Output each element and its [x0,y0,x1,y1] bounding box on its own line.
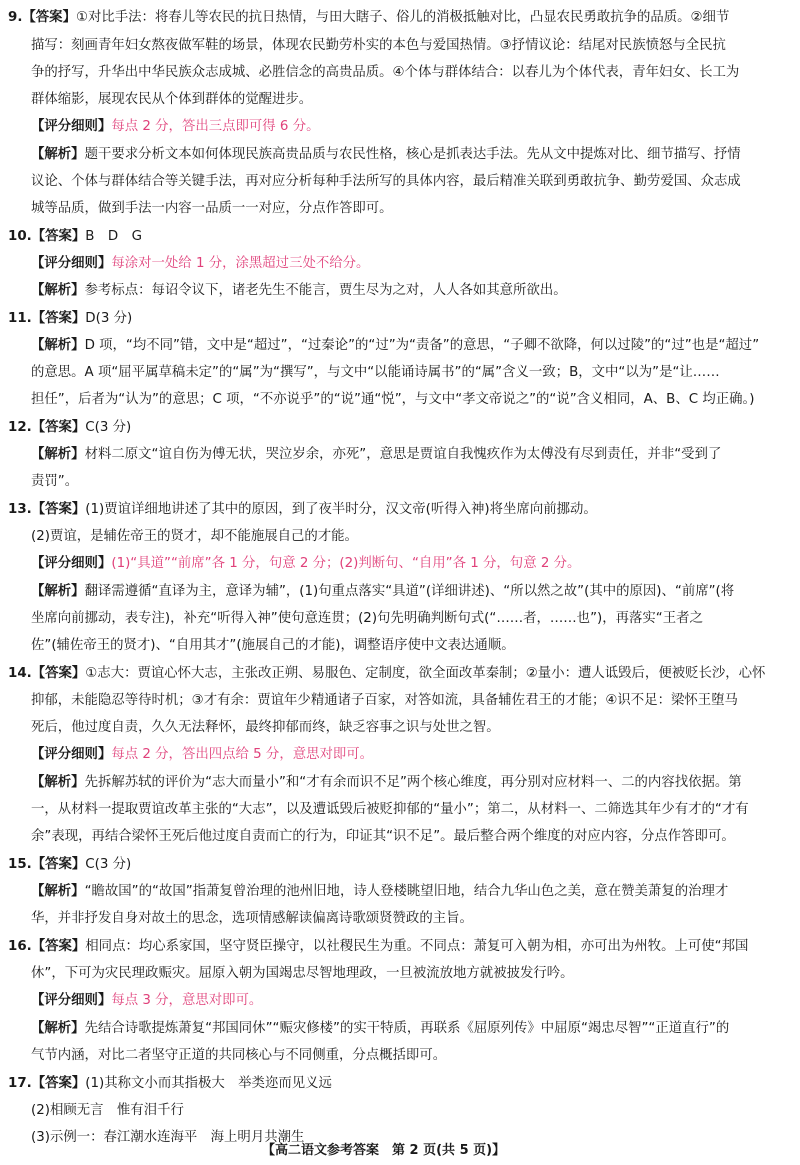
line-text: 议论、个体与群体结合等关键手法，再对应分析每种手法所写的具体内容，最后精准关联到勇敢抗争、勤劳爱国、众志成 [31,174,741,189]
text-line [31,281,567,301]
text-line [8,309,132,329]
line-text: 争的抒写，升华出中华民族众志成城、必胜信念的高贵品质。④个体与群体结合：以春儿为个体代表，青年妇女、长工为 [31,65,740,80]
text-line [31,445,721,465]
question-number: 12. [8,420,32,435]
line-text: 参考标点：每诏令议下，诸老先生不能言，贾生尽为之对，人人各如其意所欲出。 [84,283,567,298]
section-label: 【解析】 [31,584,85,599]
line-text: 先拆解苏轼的评价为“志大而量小”和“才有余而识不足”两个核心维度，再分别对应材料一、二的内容找依据。第 [84,775,742,790]
line-text: 气节内涵，对比二者坚守正道的共同核心与不同侧重，分点概括即可。 [31,1048,447,1063]
page-footer: 【高二语文参考答案 第 2 页(共 5 页)】 [262,1143,506,1158]
section-label: 【解析】 [31,338,85,353]
text-line [31,36,726,56]
section-label: 【答案】 [31,857,86,872]
question-number: 9. [8,10,23,25]
question-number: 17. [8,1076,32,1091]
text-line [31,773,742,793]
line-text: 担任”，后者为“认为”的意思；C 项，“不亦说乎”的“说”通“悦”，与文中“孝文帝说之”的“说”含义相同，A、B、C 均正确。) [31,392,755,407]
text-line [31,117,320,137]
question-number: 14. [8,666,32,681]
line-text: 先结合诗歌提炼萧复“邦国同休”“赈灾修楼”的实干特质，再联系《屈原列传》中屈原“竭忠尽智”“正道直行”的 [84,1021,730,1036]
line-text: (2)贾谊，是辅佐帝王的贤才，却不能施展自己的才能。 [31,529,358,544]
text-line [8,855,131,875]
line-text: 死后，他过度自责，久久无法释怀，最终抑郁而终，缺乏容事之识与处世之智。 [31,720,500,735]
line-text: D 项，“均不同”错，文中是“超过”，“过秦论”的“过”为“责备”的意思，“子卿不欲降，何以过陵”的“过”也是“超过” [84,338,760,353]
text-line [31,691,738,711]
section-label: 【解析】 [31,447,85,462]
line-text: ①志大：贾谊心怀大志，主张改正朔、易服色、定制度，欲全面改革秦制；②量小：遭人诋毁后，便被贬长沙，心怀 [85,666,766,681]
text-line [8,1074,332,1094]
section-label: 【答案】 [22,10,76,25]
text-line [8,664,765,684]
section-label: 【解析】 [31,147,85,162]
text-line [8,500,597,520]
question-number: 13. [8,502,32,517]
scoring-note: 每点 3 分，意思对即可。 [111,993,263,1008]
line-text: (1)其称文小而其指极大 举类迩而见义远 [85,1076,332,1091]
line-text: 群体缩影，展现农民从个体到群体的觉醒进步。 [31,92,313,107]
section-label: 【答案】 [31,229,86,244]
text-line [31,636,515,656]
section-label: 【评分细则】 [31,556,112,571]
text-line [8,8,729,28]
section-label: 【答案】 [31,666,86,681]
text-line [31,527,358,547]
text-line [31,882,728,902]
section-label: 【答案】 [31,420,86,435]
line-text: 材料二原文“谊自伤为傅无状，哭泣岁余，亦死”，意思是贾谊自我愧疚作为太傅没有尽到责任，并非“受到了 [84,447,722,462]
text-line [31,1019,729,1039]
section-label: 【答案】 [31,1076,86,1091]
text-line [8,937,748,957]
line-text: B D G [85,229,142,244]
text-line [31,390,754,410]
line-text: D(3 分) [85,311,133,326]
line-text: 余”表现，再结合梁怀王死后他过度自责而亡的行为，印证其“识不足”。最后整合两个维度的对应内容，分点作答即可。 [31,829,735,844]
line-text: 的意思。A 项“屈平属草稿未定”的“属”为“撰写”，与文中“以能诵诗属书”的“属”含义一致；B，文中“以为”是“让…… [31,365,720,380]
text-line [31,363,720,383]
question-number: 11. [8,311,32,326]
text-line [31,1101,184,1121]
line-text: 华，并非抒发自身对故土的思念，选项情感解读偏离诗歌颂贤赞政的主旨。 [31,911,473,926]
line-text: 相同点：均心系家国，坚守贤臣操守，以社稷民生为重。不同点：萧复可入朝为相，亦可出为州牧。上可使“邦国 [85,939,749,954]
question-number: 16. [8,939,32,954]
text-line [31,909,473,929]
line-text: ①对比手法：将春儿等农民的抗日热情，与田大瞎子、俗儿的消极抵触对比，凸显农民勇敢抗争的品质。②细节 [75,10,730,25]
section-label: 【解析】 [31,775,85,790]
line-text: 佐”(辅佐帝王的贤才)、“自用其才”(施展自己的才能)，调整语序使中文表达通顺。 [31,638,515,653]
line-text: 翻译需遵循“直译为主，意译为辅”，(1)句重点落实“具道”(详细讲述)、“所以然之故”(其中的原因)、“前席”(将 [84,584,735,599]
scoring-note: 每点 2 分，答出三点即可得 6 分。 [111,119,320,134]
line-text: 抑郁，未能隐忍等待时机；③才有余：贾谊年少精通诸子百家，对答如流，具备辅佐君王的才能；④识不足：梁怀王堕马 [31,693,738,708]
line-text: 坐席向前挪动，表专注)，补充“听得入神”使句意连贯；(2)句先明确判断句式(“……者，……也”)，再落实“王者之 [31,611,703,626]
text-line [8,418,131,438]
scoring-note: (1)“具道”“前席”各 1 分，句意 2 分；(2)判断句、“自用”各 1 分，句意 2 分。 [111,556,581,571]
scoring-note: 每点 2 分，答出四点给 5 分，意思对即可。 [111,747,374,762]
section-label: 【评分细则】 [31,119,112,134]
line-text: “瞻故国”的“故国”指萧复曾治理的池州旧地，诗人登楼眺望旧地，结合九华山色之美，意在赞美萧复的治理才 [84,884,729,899]
text-line [31,90,312,110]
text-line [31,800,749,820]
line-text: C(3 分) [85,420,132,435]
text-line [31,145,741,165]
section-label: 【评分细则】 [31,256,112,271]
question-number: 15. [8,857,32,872]
text-line [31,582,734,602]
line-text: 一，从材料一提取贾谊改革主张的“大志”，以及遭诋毁后被贬抑郁的“量小”；第二，从材料一、二筛选其年少有才的“才有 [31,802,749,817]
section-label: 【答案】 [31,502,86,517]
text-line [31,991,262,1011]
line-text: (3)示例一：春江潮水连海平 海上明月共潮生 [31,1130,305,1145]
text-line [31,336,759,356]
text-line [31,718,500,738]
scoring-note: 每涂对一处给 1 分，涂黑超过三处不给分。 [111,256,370,271]
line-text: 描写：刻画青年妇女熬夜做军鞋的场景，体现农民勤劳朴实的本色与爱国热情。③抒情议论：结尾对民族愤怒与全民抗 [31,38,726,53]
text-line [8,227,142,247]
text-line [31,1046,446,1066]
text-line [31,254,369,274]
line-text: 休”，下可为灾民理政赈灾。屈原入朝为国竭忠尽智地理政，一旦被流放地方就被披发行吟。 [31,966,574,981]
text-line [31,745,373,765]
line-text: (1)贾谊详细地讲述了其中的原因，到了夜半时分，汉文帝(听得入神)将坐席向前挪动。 [85,502,597,517]
line-text: C(3 分) [85,857,132,872]
text-line [31,172,741,192]
text-line [31,827,735,847]
line-text: (2)相顾无言 惟有泪千行 [31,1103,184,1118]
text-line [31,964,574,984]
section-label: 【解析】 [31,283,85,298]
section-label: 【答案】 [31,939,86,954]
section-label: 【解析】 [31,884,85,899]
text-line [31,472,78,492]
text-line [31,609,703,629]
section-label: 【解析】 [31,1021,85,1036]
question-number: 10. [8,229,32,244]
text-line [31,199,393,219]
section-label: 【评分细则】 [31,747,112,762]
line-text: 责罚”。 [31,474,79,489]
line-text: 城等品质，做到手法一内容一品质一一对应，分点作答即可。 [31,201,393,216]
section-label: 【评分细则】 [31,993,112,1008]
section-label: 【答案】 [31,311,86,326]
text-line [31,63,739,83]
text-line [31,554,580,574]
line-text: 题干要求分析文本如何体现民族高贵品质与农民性格，核心是抓表达手法。先从文中提炼对比、细节描写、抒情 [84,147,741,162]
